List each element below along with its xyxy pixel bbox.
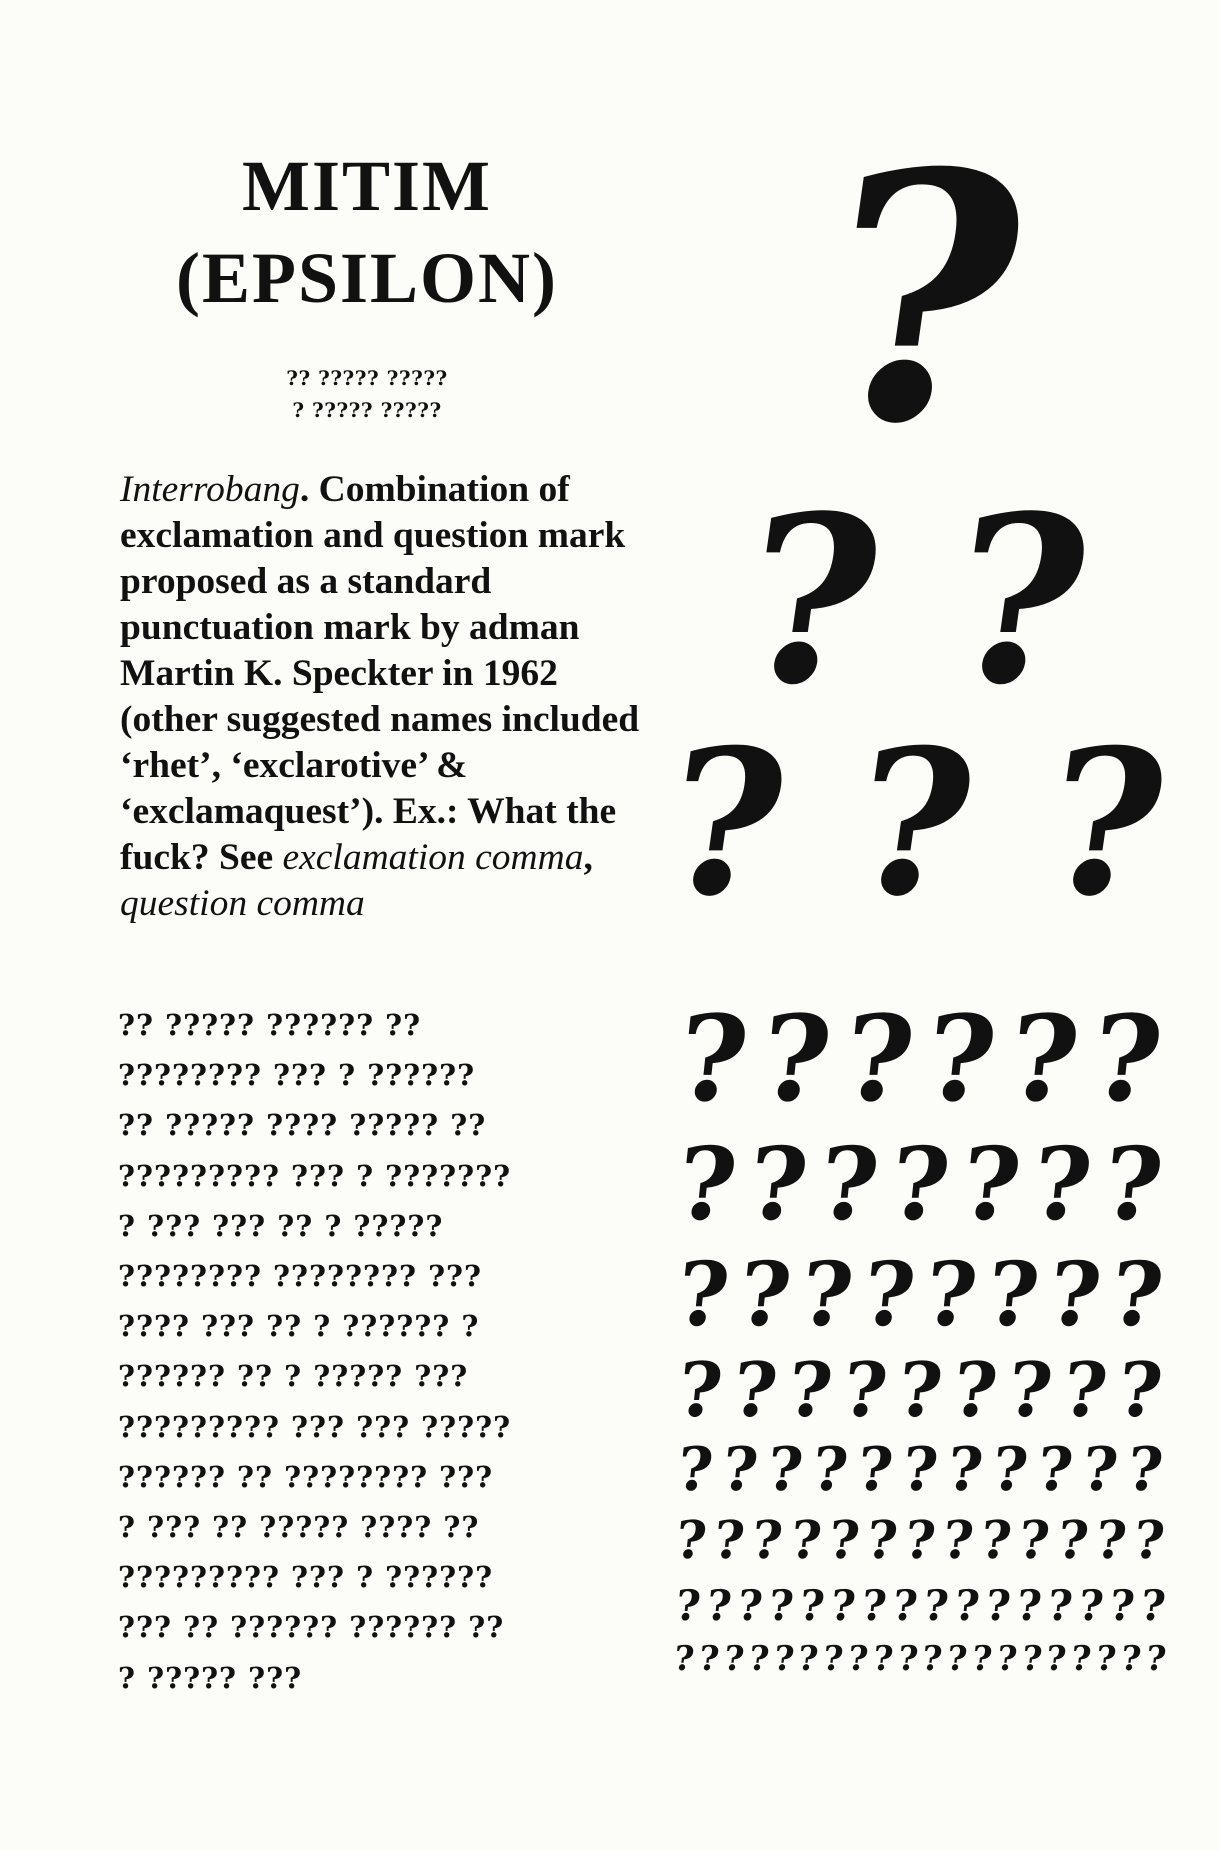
glyph-text-line: ??? ?? ?????? ?????? ?? xyxy=(118,1610,505,1645)
glyph-text-line: ? ??? ??? ?? ? ????? xyxy=(118,1208,444,1243)
question-mark-glyph: ? xyxy=(771,1639,796,1679)
glyph-text-line: ?? ????? ???? ????? ?? xyxy=(118,1108,487,1143)
question-mark-glyph: ? xyxy=(796,1581,827,1630)
question-mark-glyph: ? xyxy=(746,1639,771,1679)
question-mark-glyph: ? xyxy=(1137,1581,1168,1630)
question-mark-glyph: ? xyxy=(697,1639,722,1679)
question-mark-glyph: ? xyxy=(1002,989,1086,1128)
question-mark-glyph: ? xyxy=(1069,1639,1094,1679)
question-mark-glyph: ? xyxy=(742,1125,814,1243)
page-title xyxy=(112,140,622,324)
question-mark-glyph: ? xyxy=(725,466,899,736)
question-mark-glyph: ? xyxy=(994,1639,1019,1679)
question-mark-glyph: ? xyxy=(796,1639,821,1679)
question-mark-glyph: ? xyxy=(733,1242,797,1346)
question-mark-glyph: ? xyxy=(1075,1581,1106,1630)
glyph-text-line: ?????? ?? ? ????? ??? xyxy=(118,1359,469,1394)
glyph-text-line: ???????? ???????? ??? xyxy=(118,1259,483,1294)
glyph-text-line: ?? ????? ?????? ?? xyxy=(118,1008,422,1042)
question-mark-glyph: ? xyxy=(673,1435,716,1505)
question-mark-glyph: ? xyxy=(945,1639,970,1679)
question-mark-glyph: ? xyxy=(1030,706,1182,941)
glyph-text-line: ????????? ??? ? ?????? xyxy=(118,1560,494,1595)
title-line-2: (EPSILON) xyxy=(175,238,559,318)
question-mark-glyph: ? xyxy=(863,1510,901,1571)
question-mark-glyph: ? xyxy=(1143,1639,1168,1679)
question-mark-glyph: ? xyxy=(977,1510,1015,1571)
question-mark-glyph: ? xyxy=(796,100,1052,499)
question-mark-glyph: ? xyxy=(718,1435,761,1505)
question-mark-glyph: ? xyxy=(1097,1125,1169,1243)
see-also-exclamation-comma: exclamation comma xyxy=(282,837,584,878)
question-mark-glyph: ? xyxy=(825,1510,863,1571)
question-mark-glyph: ? xyxy=(948,1346,1002,1434)
question-mark-glyph: ? xyxy=(1026,1125,1098,1243)
question-mark-glyph: ? xyxy=(728,1346,782,1434)
glyph-text-line: ???????? ??? ? ?????? xyxy=(118,1058,476,1093)
question-mark-glyph: ? xyxy=(827,1581,858,1630)
question-mark-glyph: ? xyxy=(671,1242,735,1346)
question-mark-glyph: ? xyxy=(1054,1510,1092,1571)
question-mark-glyph: ? xyxy=(1106,1581,1137,1630)
question-mark-glyph: ? xyxy=(981,1242,1045,1346)
question-mark-glyph: ? xyxy=(1043,1242,1107,1346)
question-mark-glyph: ? xyxy=(1016,1510,1053,1571)
question-mark-glyph: ? xyxy=(765,1581,796,1630)
title-line-1: MITIM xyxy=(242,146,492,226)
question-mark-glyph: ? xyxy=(710,1510,748,1571)
question-mark-glyph: ? xyxy=(1044,1581,1075,1630)
glyph-text-line: ????????? ??? ??? ????? xyxy=(118,1409,512,1444)
question-mark-glyph: ? xyxy=(919,989,1004,1128)
question-mark-glyph: ? xyxy=(808,1435,852,1505)
question-mark-glyph: ? xyxy=(821,1639,846,1679)
see-also-separator: , xyxy=(583,837,593,878)
question-mark-glyph: ? xyxy=(783,1346,837,1434)
question-mark-glyph: ? xyxy=(982,1581,1013,1630)
question-mark-glyph: ? xyxy=(672,1639,697,1679)
question-mark-glyph: ? xyxy=(853,1435,897,1505)
question-mark-glyph: ? xyxy=(920,1581,951,1630)
question-mark-glyph: ? xyxy=(671,1125,743,1243)
question-mark-glyph: ? xyxy=(919,1242,983,1346)
question-mark-glyph: ? xyxy=(787,1510,825,1571)
question-mark-glyph: ? xyxy=(895,1639,920,1679)
question-mark-glyph: ? xyxy=(1084,989,1169,1128)
see-also-question-comma: question comma xyxy=(120,883,365,924)
question-mark-glyph: ? xyxy=(901,1510,939,1571)
question-mark-glyph: ? xyxy=(845,1639,871,1679)
glyph-text-line: ???? ??? ?? ? ?????? ? xyxy=(118,1309,480,1344)
question-mark-glyph: ? xyxy=(672,1581,703,1630)
question-mark-glyph: ? xyxy=(889,1581,920,1630)
question-mark-glyph: ? xyxy=(898,1435,942,1505)
question-mark-glyph: ? xyxy=(1013,1581,1044,1630)
question-mark-glyph: ? xyxy=(721,1639,747,1679)
question-mark-glyph: ? xyxy=(939,1510,977,1571)
question-mark-glyph: ? xyxy=(650,706,802,941)
question-mark-glyph: ? xyxy=(671,989,756,1128)
question-mark-glyph: ? xyxy=(1113,1346,1168,1434)
glyph-text-line: ?????? ?? ???????? ??? xyxy=(118,1459,494,1494)
question-mark-glyph: ? xyxy=(870,1639,895,1679)
question-mark-glyph: ? xyxy=(955,1125,1027,1243)
question-mark-glyph: ? xyxy=(763,1435,806,1505)
question-mark-glyph: ? xyxy=(748,1510,786,1571)
question-mark-glyph: ? xyxy=(1124,1435,1167,1505)
question-mark-glyph: ? xyxy=(1130,1510,1168,1571)
question-mark-glyph: ? xyxy=(838,1346,892,1434)
glyph-text-line: ? ??? ?? ????? ???? ?? xyxy=(118,1510,480,1545)
question-mark-glyph: ? xyxy=(893,1346,947,1434)
question-mark-glyph: ? xyxy=(672,1510,710,1571)
definition-text: . Combination of exclamation and question mark proposed as a standard punctuation mark by adman Martin K. Speckter in 1962 (other suggested names included ‘rhet’, ‘exclarotive’ & ‘exclamaquest’). Ex.: What the fuck? See xyxy=(120,469,640,878)
question-mark-glyph: ? xyxy=(836,989,921,1128)
glyph-text-block xyxy=(118,1000,638,1703)
question-mark-glyph: ? xyxy=(951,1581,982,1630)
question-mark-glyph: ? xyxy=(1019,1639,1044,1679)
definition-term: Interrobang xyxy=(120,469,300,510)
question-mark-glyph: ? xyxy=(858,1581,889,1630)
question-mark-glyph: ? xyxy=(795,1242,859,1346)
question-mark-glyph: ? xyxy=(1105,1242,1169,1346)
question-mark-glyph: ? xyxy=(734,1581,765,1630)
question-mark-glyph: ? xyxy=(884,1125,956,1243)
question-mark-glyph: ? xyxy=(933,466,1107,736)
question-mark-glyph: ? xyxy=(1079,1435,1122,1505)
question-mark-glyph: ? xyxy=(703,1581,734,1630)
question-mark-glyph: ? xyxy=(1118,1639,1143,1679)
question-mark-glyph: ? xyxy=(920,1639,945,1679)
question-mark-glyph: ? xyxy=(1044,1639,1069,1679)
definition-paragraph xyxy=(120,467,640,927)
question-mark-glyph: ? xyxy=(1093,1639,1119,1679)
question-mark-glyph: ? xyxy=(838,706,990,941)
question-mark-glyph: ? xyxy=(1092,1510,1130,1571)
subtitle-line-2: ? ????? ????? xyxy=(292,398,442,422)
subtitle-glyphs xyxy=(200,362,534,426)
question-mark-glyph: ? xyxy=(754,989,838,1128)
glyph-text-line: ? ????? ??? xyxy=(118,1660,303,1695)
question-mark-glyph: ? xyxy=(988,1435,1032,1505)
question-mark-glyph: ? xyxy=(857,1242,921,1346)
question-mark-glyph: ? xyxy=(1003,1346,1057,1434)
question-mark-glyph: ? xyxy=(672,1346,727,1434)
question-mark-glyph: ? xyxy=(1058,1346,1112,1434)
question-mark-glyph: ? xyxy=(969,1639,995,1679)
question-mark-glyph: ? xyxy=(943,1435,987,1505)
glyph-text-line: ????????? ??? ? ??????? xyxy=(118,1158,512,1193)
subtitle-line-1: ?? ????? ????? xyxy=(286,366,448,390)
question-mark-glyph: ? xyxy=(1034,1435,1077,1505)
question-mark-glyph: ? xyxy=(813,1125,885,1243)
